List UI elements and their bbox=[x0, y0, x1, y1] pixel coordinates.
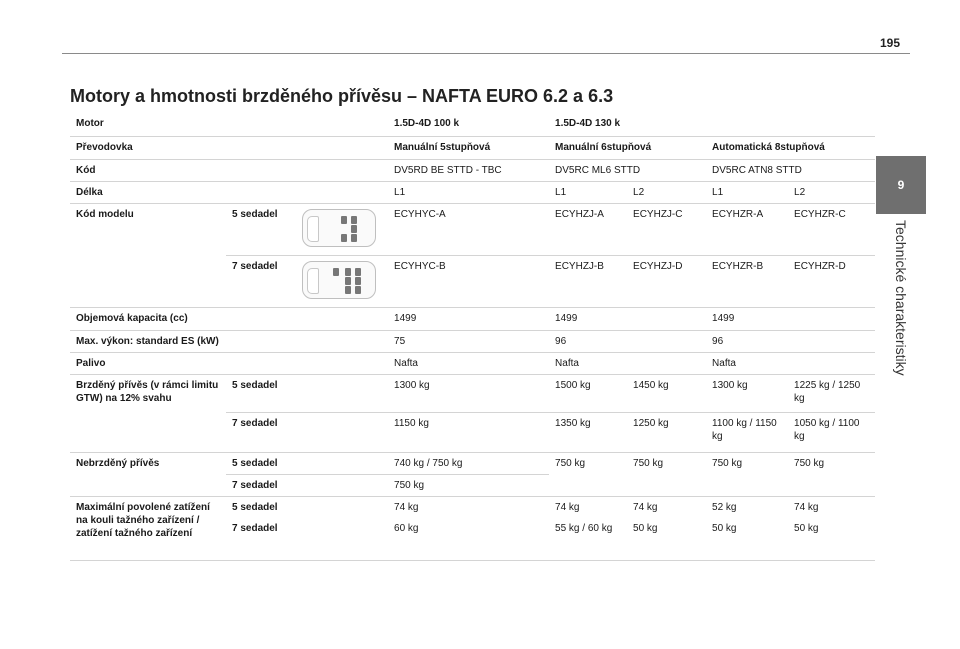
row-code bbox=[70, 159, 875, 181]
model-5-v1: ECYHYC-A bbox=[388, 203, 549, 255]
chapter-number: 9 bbox=[897, 178, 905, 192]
towball-5-v2: 74 kg bbox=[555, 501, 580, 513]
towball-5-label: 5 sedadel bbox=[232, 501, 278, 513]
fuel-1: Nafta bbox=[388, 352, 549, 374]
model-5-v5: ECYHZR-C bbox=[788, 203, 875, 255]
towball-7-v5: 50 kg bbox=[788, 518, 875, 560]
model-7-v2: ECYHZJ-B bbox=[549, 255, 627, 307]
row-displacement bbox=[70, 307, 875, 330]
fuel-2: Nafta bbox=[549, 352, 706, 374]
row-length bbox=[70, 181, 875, 203]
row-gearbox bbox=[70, 136, 875, 159]
label-gearbox: Převodovka bbox=[70, 136, 388, 159]
braked-7-v5: 1050 kg / 1100 kg bbox=[788, 412, 875, 452]
page-title: Motory a hmotnosti brzděného přívěsu – NAFTA EURO 6.2 a 6.3 bbox=[70, 86, 614, 106]
chapter-label: Technické charakteristiky bbox=[893, 220, 909, 376]
engine-trailer-table bbox=[70, 113, 875, 561]
code-2: DV5RC ML6 STTD bbox=[549, 159, 706, 181]
unbraked-v3: 750 kg bbox=[627, 452, 706, 496]
braked-7-v1: 1150 kg bbox=[388, 412, 549, 452]
braked-7-v3: 1250 kg bbox=[627, 412, 706, 452]
towball-5-v5: 74 kg bbox=[794, 501, 819, 513]
length-5: L2 bbox=[788, 181, 875, 203]
engine-100: 1.5D-4D 100 k bbox=[388, 113, 549, 136]
model-7-seats-label: 7 sedadel bbox=[226, 255, 296, 307]
label-unbraked-trailer: Nebrzděný přívěs bbox=[70, 452, 226, 496]
engine-130: 1.5D-4D 130 k bbox=[549, 113, 875, 136]
displacement-3: 1499 bbox=[706, 307, 875, 330]
braked-7-v4: 1100 kg / 1150 kg bbox=[706, 412, 788, 452]
chapter-tab[interactable] bbox=[876, 156, 926, 214]
code-1: DV5RD BE STTD - TBC bbox=[388, 159, 549, 181]
row-unbraked-5 bbox=[70, 452, 875, 474]
van-7-seat-layout-icon bbox=[302, 261, 376, 299]
label-fuel: Palivo bbox=[70, 352, 388, 374]
model-5-v4: ECYHZR-A bbox=[706, 203, 788, 255]
displacement-1: 1499 bbox=[388, 307, 549, 330]
model-7-v1: ECYHYC-B bbox=[388, 255, 549, 307]
braked-5-v3: 1450 kg bbox=[627, 374, 706, 412]
label-displacement: Objemová kapacita (cc) bbox=[70, 307, 388, 330]
gearbox-3: Automatická 8stupňová bbox=[706, 136, 875, 159]
page-number: 195 bbox=[879, 36, 901, 50]
label-towball-load: Maximální povolené zatížení na kouli tažného zařízení / zatížení tažného zařízení bbox=[70, 496, 226, 560]
label-length: Délka bbox=[70, 181, 388, 203]
model-5-seats-image-cell bbox=[296, 203, 388, 255]
towball-7-v3: 50 kg bbox=[627, 518, 706, 560]
row-fuel bbox=[70, 352, 875, 374]
row-power bbox=[70, 330, 875, 352]
towball-5-v4: 52 kg bbox=[712, 501, 737, 513]
row-model-5 bbox=[70, 203, 875, 255]
row-braked-5 bbox=[70, 374, 875, 412]
length-1: L1 bbox=[388, 181, 549, 203]
label-model-code: Kód modelu bbox=[70, 203, 226, 307]
braked-5-v1: 1300 kg bbox=[388, 374, 549, 412]
model-5-seats-label: 5 sedadel bbox=[226, 203, 296, 255]
unbraked-5-label: 5 sedadel bbox=[226, 452, 388, 474]
towball-7-label: 7 sedadel bbox=[226, 518, 388, 560]
header-rule bbox=[62, 53, 910, 54]
braked-5-v2: 1500 kg bbox=[549, 374, 627, 412]
unbraked-v4: 750 kg bbox=[706, 452, 788, 496]
gearbox-1: Manuální 5stupňová bbox=[388, 136, 549, 159]
braked-5-v4: 1300 kg bbox=[706, 374, 788, 412]
label-braked-trailer: Brzděný přívěs (v rámci limitu GTW) na 12% svahu bbox=[70, 374, 226, 452]
towball-7-v4: 50 kg bbox=[706, 518, 788, 560]
code-3: DV5RC ATN8 STTD bbox=[706, 159, 875, 181]
row-motor bbox=[70, 113, 875, 136]
length-2: L1 bbox=[549, 181, 627, 203]
displacement-2: 1499 bbox=[549, 307, 706, 330]
braked-7-label: 7 sedadel bbox=[226, 412, 388, 452]
towball-5-v1: 74 kg bbox=[394, 501, 419, 513]
model-7-seats-image-cell bbox=[296, 255, 388, 307]
unbraked-5-v1: 740 kg / 750 kg bbox=[388, 452, 549, 474]
towball-7-v2: 55 kg / 60 kg bbox=[549, 518, 627, 560]
fuel-3: Nafta bbox=[706, 352, 875, 374]
label-motor: Motor bbox=[70, 113, 388, 136]
towball-5-v3: 74 kg bbox=[633, 501, 658, 513]
row-towball-5 bbox=[70, 496, 875, 518]
power-1: 75 bbox=[388, 330, 549, 352]
braked-7-v2: 1350 kg bbox=[549, 412, 627, 452]
model-5-v2: ECYHZJ-A bbox=[549, 203, 627, 255]
model-7-v4: ECYHZR-B bbox=[706, 255, 788, 307]
model-5-v3: ECYHZJ-C bbox=[627, 203, 706, 255]
label-code: Kód bbox=[70, 159, 388, 181]
model-7-v3: ECYHZJ-D bbox=[627, 255, 706, 307]
model-7-v5: ECYHZR-D bbox=[788, 255, 875, 307]
gearbox-2: Manuální 6stupňová bbox=[549, 136, 706, 159]
braked-5-label: 5 sedadel bbox=[226, 374, 388, 412]
towball-7-v1: 60 kg bbox=[388, 518, 549, 560]
power-2: 96 bbox=[549, 330, 706, 352]
length-3: L2 bbox=[627, 181, 706, 203]
length-4: L1 bbox=[706, 181, 788, 203]
unbraked-7-label: 7 sedadel bbox=[226, 474, 388, 496]
label-power: Max. výkon: standard ES (kW) bbox=[70, 330, 388, 352]
braked-5-v5: 1225 kg / 1250 kg bbox=[788, 374, 875, 412]
power-3: 96 bbox=[706, 330, 875, 352]
unbraked-v2: 750 kg bbox=[549, 452, 627, 496]
van-5-seat-layout-icon bbox=[302, 209, 376, 247]
unbraked-7-v1: 750 kg bbox=[388, 474, 549, 496]
unbraked-v5: 750 kg bbox=[788, 452, 875, 496]
